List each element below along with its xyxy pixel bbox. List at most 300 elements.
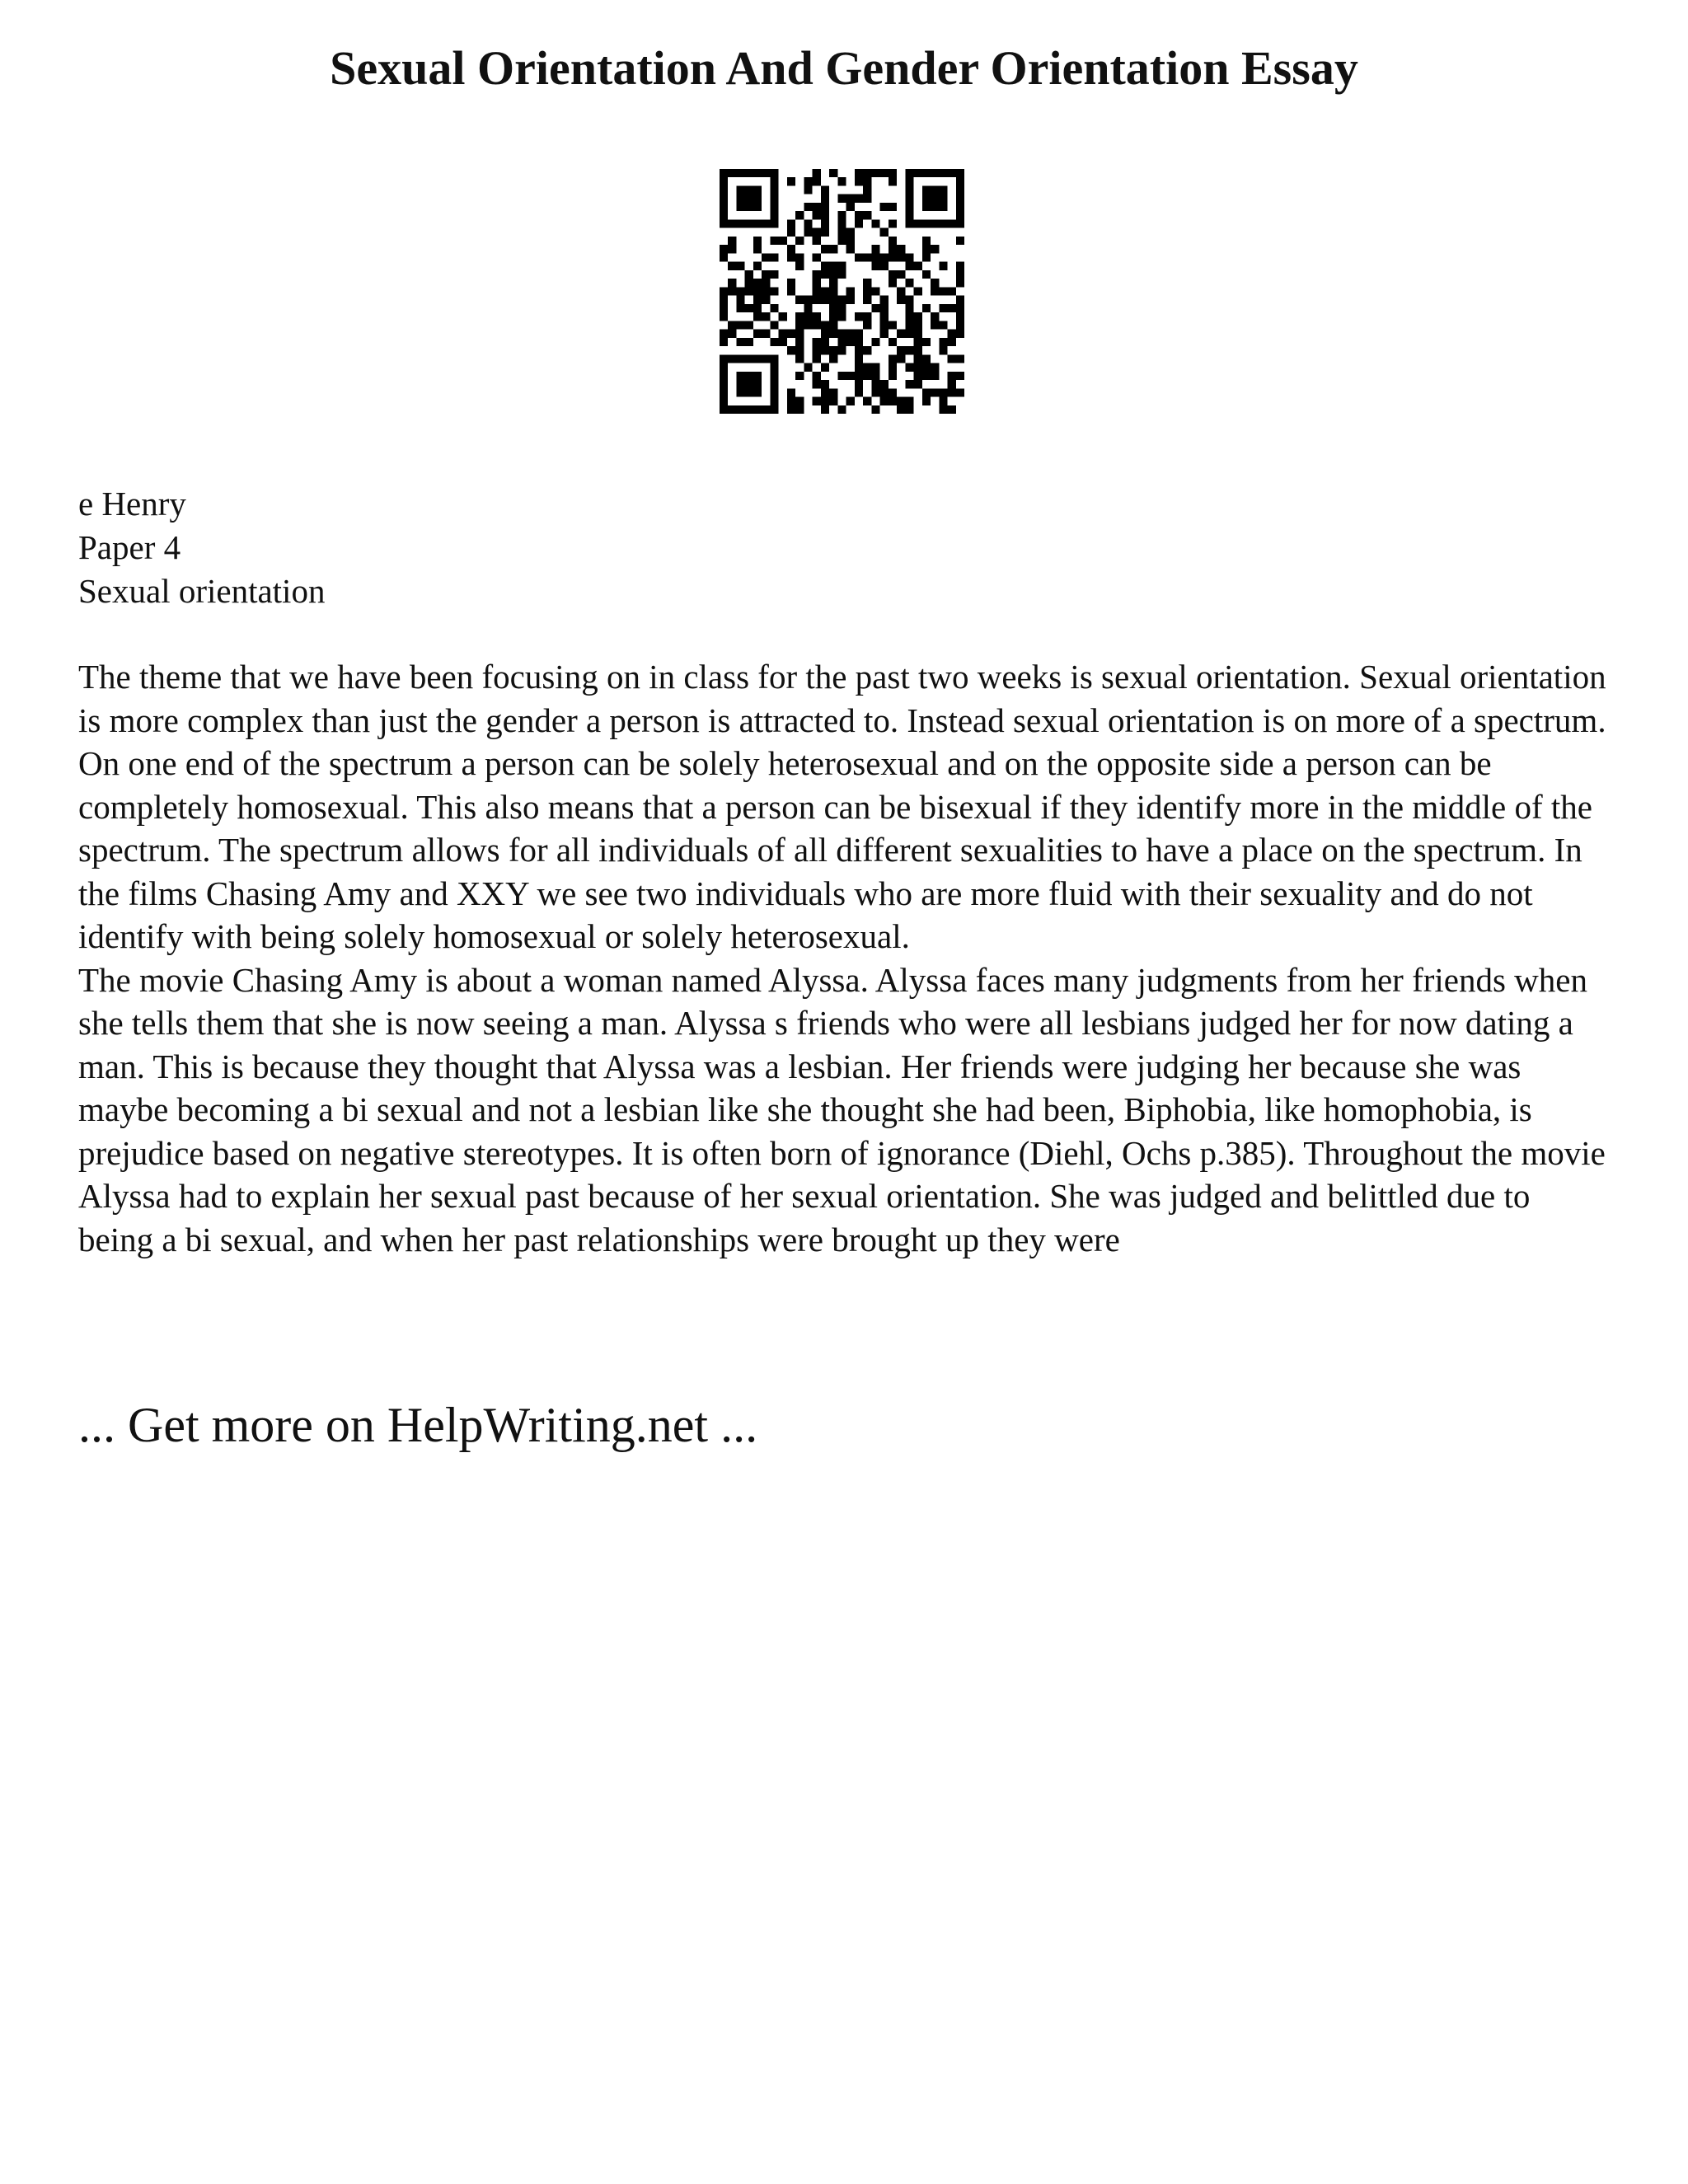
- qr-module: [837, 262, 846, 270]
- qr-module: [837, 312, 846, 321]
- qr-module: [753, 312, 762, 321]
- qr-module: [905, 330, 913, 338]
- qr-module: [745, 219, 753, 227]
- qr-module: [795, 354, 804, 363]
- qr-module: [931, 203, 939, 211]
- qr-module: [762, 330, 770, 338]
- qr-module: [813, 211, 821, 219]
- qr-module: [720, 203, 728, 211]
- qr-module: [770, 237, 778, 245]
- qr-module: [855, 338, 863, 346]
- qr-module: [855, 346, 863, 354]
- qr-module: [905, 321, 913, 329]
- qr-module: [871, 304, 879, 312]
- qr-module: [956, 211, 964, 219]
- qr-module: [795, 372, 804, 380]
- qr-module: [931, 245, 939, 253]
- qr-module: [837, 211, 846, 219]
- qr-module: [922, 304, 931, 312]
- qr-module: [753, 262, 762, 270]
- qr-module: [770, 194, 778, 203]
- qr-module: [745, 194, 753, 203]
- qr-module: [753, 372, 762, 380]
- qr-module: [939, 388, 947, 396]
- qr-module: [770, 219, 778, 227]
- qr-module: [762, 270, 770, 279]
- qr-module: [922, 237, 931, 245]
- qr-module: [787, 228, 795, 237]
- qr-module: [922, 253, 931, 261]
- qr-module: [787, 405, 795, 414]
- qr-module: [720, 296, 728, 304]
- qr-module: [880, 304, 889, 312]
- qr-module: [770, 372, 778, 380]
- qr-module: [770, 287, 778, 295]
- qr-module: [753, 203, 762, 211]
- qr-module: [804, 312, 812, 321]
- qr-module: [905, 194, 913, 203]
- qr-module: [753, 237, 762, 245]
- qr-module: [948, 372, 956, 380]
- qr-module: [736, 354, 744, 363]
- qr-module: [720, 388, 728, 396]
- qr-module: [821, 228, 829, 237]
- qr-module: [880, 253, 889, 261]
- qr-module: [762, 253, 770, 261]
- qr-module: [745, 304, 753, 312]
- qr-module: [905, 380, 913, 388]
- qr-module: [770, 211, 778, 219]
- qr-module: [889, 203, 897, 211]
- qr-module: [931, 279, 939, 287]
- qr-module: [939, 287, 947, 295]
- qr-module: [948, 380, 956, 388]
- qr-module: [897, 296, 905, 304]
- qr-module: [745, 169, 753, 177]
- qr-module: [846, 330, 855, 338]
- qr-module: [770, 185, 778, 194]
- qr-module: [905, 346, 913, 354]
- qr-module: [813, 354, 821, 363]
- qr-module: [939, 321, 947, 329]
- qr-module: [804, 363, 812, 372]
- essay-body: [78, 655, 1611, 1261]
- qr-module: [939, 194, 947, 203]
- qr-module: [863, 169, 871, 177]
- qr-module: [956, 237, 964, 245]
- qr-module: [956, 177, 964, 185]
- qr-module: [736, 169, 744, 177]
- qr-module: [804, 228, 812, 237]
- qr-module: [829, 321, 837, 329]
- qr-module: [948, 287, 956, 295]
- qr-module: [795, 338, 804, 346]
- qr-module: [770, 177, 778, 185]
- qr-module: [905, 211, 913, 219]
- qr-module: [897, 330, 905, 338]
- qr-module: [720, 253, 728, 261]
- qr-module: [922, 194, 931, 203]
- qr-module: [939, 346, 947, 354]
- qr-module: [804, 321, 812, 329]
- qr-module: [880, 262, 889, 270]
- qr-module: [889, 388, 897, 396]
- qr-code-graphic: [720, 169, 964, 414]
- qr-module: [770, 203, 778, 211]
- qr-module: [736, 194, 744, 203]
- qr-module: [871, 253, 879, 261]
- qr-module: [787, 287, 795, 295]
- document-title: Sexual Orientation And Gender Orientation Essay: [330, 41, 1358, 95]
- qr-module: [762, 354, 770, 363]
- qr-module: [736, 304, 744, 312]
- qr-module: [745, 287, 753, 295]
- qr-module: [922, 169, 931, 177]
- qr-module: [914, 169, 922, 177]
- qr-module: [948, 388, 956, 396]
- qr-module: [905, 177, 913, 185]
- qr-module: [871, 169, 879, 177]
- qr-module: [914, 330, 922, 338]
- qr-module: [871, 219, 879, 227]
- qr-module: [871, 372, 879, 380]
- qr-module: [804, 296, 812, 304]
- qr-module: [804, 185, 812, 194]
- qr-module: [745, 372, 753, 380]
- qr-module: [855, 330, 863, 338]
- qr-module: [837, 194, 846, 203]
- qr-module: [787, 279, 795, 287]
- qr-module: [745, 405, 753, 414]
- qr-module: [889, 363, 897, 372]
- qr-module: [897, 397, 905, 405]
- qr-module: [736, 372, 744, 380]
- qr-module: [863, 185, 871, 194]
- qr-module: [855, 388, 863, 396]
- qr-module: [821, 338, 829, 346]
- qr-module: [745, 388, 753, 396]
- qr-module: [753, 219, 762, 227]
- qr-module: [795, 397, 804, 405]
- qr-module: [829, 262, 837, 270]
- qr-module: [880, 169, 889, 177]
- qr-module: [813, 321, 821, 329]
- qr-module: [745, 380, 753, 388]
- qr-module: [795, 330, 804, 338]
- qr-module: [813, 346, 821, 354]
- qr-module: [736, 262, 744, 270]
- qr-module: [871, 363, 879, 372]
- qr-module: [720, 312, 728, 321]
- qr-module: [905, 304, 913, 312]
- qr-module: [956, 330, 964, 338]
- qr-module: [837, 405, 846, 414]
- qr-module: [762, 219, 770, 227]
- qr-module: [720, 287, 728, 295]
- qr-module: [922, 372, 931, 380]
- qr-module: [745, 270, 753, 279]
- qr-module: [855, 194, 863, 203]
- qr-module: [880, 321, 889, 329]
- qr-module: [956, 279, 964, 287]
- qr-module: [728, 405, 736, 414]
- qr-module: [795, 211, 804, 219]
- qr-module: [753, 304, 762, 312]
- qr-module: [948, 354, 956, 363]
- qr-module: [897, 253, 905, 261]
- paper-number-line: Paper 4: [78, 528, 181, 566]
- qr-module: [753, 169, 762, 177]
- qr-module: [897, 354, 905, 363]
- qr-module: [863, 177, 871, 185]
- qr-module: [871, 338, 879, 346]
- qr-module: [922, 354, 931, 363]
- qr-module: [813, 287, 821, 295]
- qr-module: [795, 405, 804, 414]
- qr-module: [914, 354, 922, 363]
- qr-module: [728, 237, 736, 245]
- qr-module: [855, 253, 863, 261]
- qr-module: [846, 338, 855, 346]
- qr-module: [905, 296, 913, 304]
- qr-module: [939, 304, 947, 312]
- qr-module: [745, 203, 753, 211]
- qr-module: [804, 203, 812, 211]
- qr-module: [863, 296, 871, 304]
- qr-module: [770, 169, 778, 177]
- qr-module: [829, 304, 837, 312]
- qr-module: [821, 287, 829, 295]
- qr-module: [889, 372, 897, 380]
- qr-module: [837, 338, 846, 346]
- qr-module: [753, 405, 762, 414]
- qr-module: [753, 287, 762, 295]
- qr-module: [770, 405, 778, 414]
- qr-module: [897, 346, 905, 354]
- qr-module: [821, 203, 829, 211]
- qr-module: [931, 169, 939, 177]
- qr-module: [795, 262, 804, 270]
- qr-module: [956, 321, 964, 329]
- qr-module: [770, 338, 778, 346]
- essay-paragraph: The theme that we have been focusing on in class for the past two weeks is sexual orientation. Sexual orientation is more complex than just the gender a person is attracted to. Instead sexual orientation is on more of a spectrum. On one end of the spectrum a person can be solely heterosexual and on the opposite side a person can be completely homosexual. This also means that a person can be bisexual if they identify more in the middle of the spectrum. The spectrum allows for all individuals of all different sexualities to have a place on the spectrum. In the films Chasing Amy and XXY we see two individuals who are more fluid with their sexuality and do not identify with being solely homosexual or solely heterosexual.: [78, 658, 1606, 955]
- qr-module: [770, 354, 778, 363]
- qr-module: [855, 169, 863, 177]
- qr-module: [770, 388, 778, 396]
- document-header: [78, 482, 1611, 613]
- author-line: e Henry: [78, 485, 186, 523]
- qr-module: [863, 321, 871, 329]
- qr-module: [948, 304, 956, 312]
- qr-module: [939, 262, 947, 270]
- qr-module: [914, 372, 922, 380]
- qr-module: [829, 312, 837, 321]
- qr-module: [905, 185, 913, 194]
- qr-module: [922, 245, 931, 253]
- qr-module: [795, 253, 804, 261]
- qr-module: [753, 354, 762, 363]
- qr-module: [770, 363, 778, 372]
- qr-module: [846, 228, 855, 237]
- qr-module: [939, 405, 947, 414]
- qr-module: [770, 270, 778, 279]
- qr-module: [779, 237, 787, 245]
- qr-module: [787, 330, 795, 338]
- qr-module: [753, 380, 762, 388]
- qr-module: [922, 203, 931, 211]
- qr-module: [813, 228, 821, 237]
- qr-module: [770, 304, 778, 312]
- qr-module: [880, 312, 889, 321]
- qr-module: [889, 177, 897, 185]
- qr-module: [787, 388, 795, 396]
- qr-module: [956, 270, 964, 279]
- qr-module: [956, 354, 964, 363]
- qr-module: [813, 312, 821, 321]
- qr-module: [905, 203, 913, 211]
- qr-module: [813, 203, 821, 211]
- qr-module: [745, 354, 753, 363]
- qr-module: [889, 253, 897, 261]
- qr-module: [813, 177, 821, 185]
- qr-module: [914, 219, 922, 227]
- qr-module: [939, 203, 947, 211]
- qr-module: [720, 304, 728, 312]
- qr-module: [753, 245, 762, 253]
- qr-module: [837, 304, 846, 312]
- qr-module: [922, 388, 931, 396]
- qr-module: [837, 177, 846, 185]
- qr-module: [837, 346, 846, 354]
- qr-module: [863, 363, 871, 372]
- qr-module: [720, 397, 728, 405]
- qr-module: [720, 354, 728, 363]
- qr-module: [804, 177, 812, 185]
- qr-module: [914, 262, 922, 270]
- qr-module: [829, 397, 837, 405]
- qr-module: [720, 194, 728, 203]
- qr-module: [804, 304, 812, 312]
- qr-module: [880, 330, 889, 338]
- qr-module: [787, 177, 795, 185]
- qr-module: [956, 312, 964, 321]
- qr-module: [837, 270, 846, 279]
- qr-module: [762, 169, 770, 177]
- qr-module: [813, 380, 821, 388]
- qr-module: [753, 296, 762, 304]
- qr-module: [846, 372, 855, 380]
- qr-module: [770, 380, 778, 388]
- qr-module: [720, 380, 728, 388]
- qr-module: [736, 287, 744, 295]
- qr-module: [956, 388, 964, 396]
- qr-module: [753, 194, 762, 203]
- qr-code-icon: [720, 169, 964, 414]
- qr-module: [720, 338, 728, 346]
- qr-module: [939, 397, 947, 405]
- qr-module: [821, 262, 829, 270]
- qr-module: [736, 321, 744, 329]
- qr-module: [939, 185, 947, 194]
- qr-module: [855, 363, 863, 372]
- qr-module: [821, 346, 829, 354]
- qr-module: [922, 338, 931, 346]
- qr-module: [829, 245, 837, 253]
- qr-module: [863, 279, 871, 287]
- qr-module: [720, 245, 728, 253]
- qr-module: [787, 253, 795, 261]
- qr-module: [770, 397, 778, 405]
- qr-module: [914, 312, 922, 321]
- qr-module: [939, 219, 947, 227]
- qr-module: [863, 346, 871, 354]
- qr-module: [821, 211, 829, 219]
- qr-module: [829, 296, 837, 304]
- qr-module: [889, 397, 897, 405]
- qr-module: [762, 296, 770, 304]
- qr-module: [821, 185, 829, 194]
- qr-module: [745, 321, 753, 329]
- qr-module: [821, 363, 829, 372]
- qr-module: [871, 380, 879, 388]
- qr-module: [720, 177, 728, 185]
- qr-module: [889, 321, 897, 329]
- qr-module: [837, 237, 846, 245]
- qr-module: [813, 296, 821, 304]
- qr-module: [770, 321, 778, 329]
- qr-module: [829, 279, 837, 287]
- qr-module: [922, 363, 931, 372]
- qr-module: [846, 194, 855, 203]
- qr-module: [813, 279, 821, 287]
- qr-module: [736, 203, 744, 211]
- qr-module: [837, 372, 846, 380]
- qr-module: [728, 219, 736, 227]
- qr-module: [905, 169, 913, 177]
- qr-module: [821, 270, 829, 279]
- qr-module: [779, 338, 787, 346]
- qr-module: [897, 270, 905, 279]
- qr-module: [813, 169, 821, 177]
- qr-module: [905, 219, 913, 227]
- qr-module: [821, 330, 829, 338]
- get-more-link[interactable]: ... Get more on HelpWriting.net ...: [78, 1398, 758, 1452]
- qr-module: [948, 338, 956, 346]
- qr-module: [795, 312, 804, 321]
- qr-module: [855, 380, 863, 388]
- qr-module: [720, 330, 728, 338]
- qr-module: [821, 321, 829, 329]
- qr-module: [905, 363, 913, 372]
- qr-module: [871, 262, 879, 270]
- qr-module: [821, 397, 829, 405]
- qr-module: [787, 346, 795, 354]
- qr-module: [813, 372, 821, 380]
- qr-module: [728, 169, 736, 177]
- qr-module: [762, 279, 770, 287]
- qr-module: [905, 279, 913, 287]
- qr-module: [762, 405, 770, 414]
- qr-module: [804, 219, 812, 227]
- qr-module: [829, 330, 837, 338]
- qr-module: [880, 388, 889, 396]
- qr-module: [931, 321, 939, 329]
- qr-module: [931, 185, 939, 194]
- qr-module: [905, 405, 913, 414]
- qr-module: [855, 312, 863, 321]
- qr-module: [829, 270, 837, 279]
- qr-module: [871, 287, 879, 295]
